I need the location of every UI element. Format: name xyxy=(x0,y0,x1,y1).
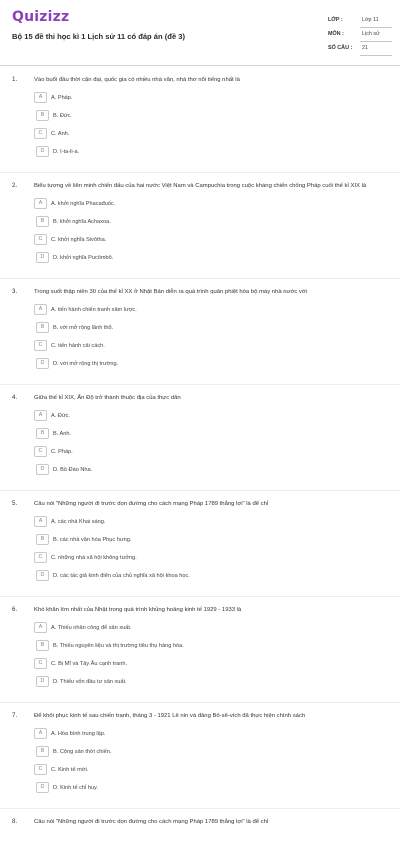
answer-options xyxy=(34,198,388,270)
option-text: B. Anh. xyxy=(53,430,72,437)
answer-option[interactable] xyxy=(36,322,216,333)
question-number: 4. xyxy=(12,394,18,401)
answer-options xyxy=(34,410,388,482)
answer-option[interactable] xyxy=(34,516,214,527)
option-text: D. Thiếu vốn đầu tư sản xuất. xyxy=(53,678,127,685)
question-number: 7. xyxy=(12,712,18,719)
answer-option[interactable] xyxy=(36,252,216,263)
question-text: Để khôi phục kinh tế sau chiến tranh, tháng 3 - 1921 Lê nin và đảng Bô-sê-vích đã thực hiện chính sách xyxy=(34,713,306,719)
answer-option[interactable] xyxy=(34,552,214,563)
question-text: Khó khăn lớn nhất của Nhật trong quá trình khủng hoảng kinh tế 1929 - 1933 là xyxy=(34,607,242,613)
question-item xyxy=(0,288,400,385)
answer-option[interactable] xyxy=(34,234,214,245)
option-text: C. những nhà xã hội không tưởng. xyxy=(51,554,137,561)
option-letter-box: A xyxy=(34,198,47,209)
question-text: Câu nói "Những người đi trước dọn đường cho cách mạng Pháp 1789 thắng lợi" là để chỉ xyxy=(34,501,269,507)
option-letter-box: D xyxy=(36,252,49,263)
meta-label: SỐ CÂU : xyxy=(328,45,353,51)
question-text: Biểu tượng về liên minh chiến đấu của hai nước Việt Nam và Campuchia trong cuộc kháng chiến chống Pháp cuối thế kỉ XIX là xyxy=(34,183,367,189)
answer-option[interactable] xyxy=(36,570,216,581)
answer-option[interactable] xyxy=(34,128,214,139)
question-item xyxy=(0,394,400,491)
option-letter-box: B xyxy=(36,216,49,227)
option-letter-box: B xyxy=(36,428,49,439)
question-text: Câu nói "Những người đi trước dọn đường cho cách mạng Pháp 1789 thắng lợi" là để chỉ xyxy=(34,819,269,825)
page-header xyxy=(0,0,400,66)
option-letter-box: D xyxy=(36,570,49,581)
option-text: C. Bị Mĩ và Tây Âu cạnh tranh. xyxy=(51,660,128,667)
answer-option[interactable] xyxy=(34,446,214,457)
question-item xyxy=(0,818,400,834)
option-letter-box: B xyxy=(36,534,49,545)
option-letter-box: D xyxy=(36,464,49,475)
answer-option[interactable] xyxy=(36,146,216,157)
meta-label: MÔN : xyxy=(328,31,344,37)
option-text: B. Đức. xyxy=(53,112,72,119)
question-text: Vào buổi đầu thời cận đại, quốc gia có nhiều nhà văn, nhà thơ nổi tiếng nhất là xyxy=(34,77,240,83)
option-letter-box: D xyxy=(36,146,49,157)
question-number: 3. xyxy=(12,288,18,295)
meta-grade xyxy=(326,14,392,28)
option-text: C. Kinh tế mới. xyxy=(51,766,89,773)
option-letter-box: C xyxy=(34,340,47,351)
option-text: D. các tác giả kinh điển của chủ nghĩa xã hội khoa học. xyxy=(53,572,190,579)
option-letter-box: D xyxy=(36,782,49,793)
answer-option[interactable] xyxy=(34,622,214,633)
option-letter-box: B xyxy=(36,322,49,333)
answer-option[interactable] xyxy=(34,728,214,739)
option-text: A. khởi nghĩa Phacađuốc. xyxy=(51,200,116,207)
option-letter-box: A xyxy=(34,516,47,527)
option-letter-box: C xyxy=(34,552,47,563)
answer-option[interactable] xyxy=(36,746,216,757)
option-text: B. Thiếu nguyên liệu và thị trường tiêu thụ hàng hóa. xyxy=(53,642,184,649)
question-number: 5. xyxy=(12,500,18,507)
option-text: B. khởi nghĩa Achaxoa. xyxy=(53,218,111,225)
option-letter-box: C xyxy=(34,128,47,139)
option-letter-box: C xyxy=(34,764,47,775)
answer-options xyxy=(34,516,388,588)
meta-value: Lịch sử xyxy=(362,31,380,37)
option-text: C. khởi nghĩa Sivôtha. xyxy=(51,236,107,243)
option-letter-box: B xyxy=(36,110,49,121)
option-letter-box: D xyxy=(36,358,49,369)
question-list xyxy=(0,76,400,843)
option-text: A. Đức. xyxy=(51,412,70,419)
question-item xyxy=(0,712,400,809)
option-letter-box: A xyxy=(34,92,47,103)
option-text: C. tiến hành cải cách. xyxy=(51,342,105,349)
answer-option[interactable] xyxy=(36,216,216,227)
option-text: D. khởi nghĩa Pucômbô. xyxy=(53,254,114,261)
option-letter-box: A xyxy=(34,728,47,739)
answer-option[interactable] xyxy=(34,198,214,209)
option-letter-box: C xyxy=(34,234,47,245)
option-letter-box: C xyxy=(34,658,47,669)
answer-option[interactable] xyxy=(36,464,216,475)
question-number: 1. xyxy=(12,76,18,83)
answer-options xyxy=(34,622,388,694)
option-text: A. Thiếu nhân công để sản xuất. xyxy=(51,624,132,631)
option-text: D. với mở rộng thị trường. xyxy=(53,360,119,367)
answer-option[interactable] xyxy=(36,676,216,687)
option-text: B. các nhà văn hóa Phục hưng. xyxy=(53,536,132,543)
option-letter-box: A xyxy=(34,622,47,633)
option-text: A. Hòa bình trung lập. xyxy=(51,730,106,737)
meta-label: LỚP : xyxy=(328,17,343,23)
option-letter-box: A xyxy=(34,304,47,315)
answer-option[interactable] xyxy=(34,92,214,103)
option-letter-box: C xyxy=(34,446,47,457)
option-letter-box: D xyxy=(36,676,49,687)
meta-subject xyxy=(326,28,392,42)
page-title: Bộ 15 đề thi học kì 1 Lịch sử 11 có đáp án (đề 3) xyxy=(12,32,186,41)
question-item xyxy=(0,606,400,703)
option-text: A. các nhà Khai sáng. xyxy=(51,518,106,525)
option-text: B. Cộng sản thời chiến. xyxy=(53,748,112,755)
question-number: 6. xyxy=(12,606,18,613)
option-text: D. Bồ Đào Nha. xyxy=(53,466,93,473)
question-text: Giữa thế kỉ XIX, Ấn Độ trở thành thuộc địa của thực dân xyxy=(34,395,181,401)
answer-option[interactable] xyxy=(36,428,216,439)
answer-option[interactable] xyxy=(34,658,214,669)
question-text: Trong suốt thập niên 30 của thế kỉ XX ở Nhật Bản diễn ra quá trình quân phiệt hóa bộ máy nhà nước với xyxy=(34,289,308,295)
answer-option[interactable] xyxy=(36,640,216,651)
option-letter-box: B xyxy=(36,746,49,757)
option-letter-box: B xyxy=(36,640,49,651)
question-item xyxy=(0,500,400,597)
quizizz-logo: Quizizz xyxy=(12,9,70,25)
option-text: A. Pháp. xyxy=(51,94,73,101)
answer-option[interactable] xyxy=(36,534,216,545)
answer-option[interactable] xyxy=(36,110,216,121)
question-item xyxy=(0,76,400,173)
answer-option[interactable] xyxy=(36,358,216,369)
option-text: C. Anh. xyxy=(51,130,70,137)
meta-count xyxy=(326,42,392,56)
answer-option[interactable] xyxy=(34,304,214,315)
answer-option[interactable] xyxy=(34,410,214,421)
question-number: 2. xyxy=(12,182,18,189)
meta-value: Lớp 11 xyxy=(362,17,379,23)
answer-options xyxy=(34,92,388,164)
answer-options xyxy=(34,304,388,376)
answer-options xyxy=(34,728,388,800)
option-text: B. với mở rộng lãnh thổ. xyxy=(53,324,114,331)
option-letter-box: A xyxy=(34,410,47,421)
meta-info xyxy=(326,14,392,56)
question-item xyxy=(0,182,400,279)
meta-value: 21 xyxy=(362,45,368,51)
answer-option[interactable] xyxy=(34,764,214,775)
option-text: D. Kinh tế chỉ huy. xyxy=(53,784,98,791)
question-number: 8. xyxy=(12,818,18,825)
answer-option[interactable] xyxy=(36,782,216,793)
option-text: D. I-ta-li-a. xyxy=(53,148,80,155)
option-text: A. tiến hành chiến tranh xâm lược. xyxy=(51,306,137,313)
answer-option[interactable] xyxy=(34,340,214,351)
option-text: C. Pháp. xyxy=(51,448,73,455)
